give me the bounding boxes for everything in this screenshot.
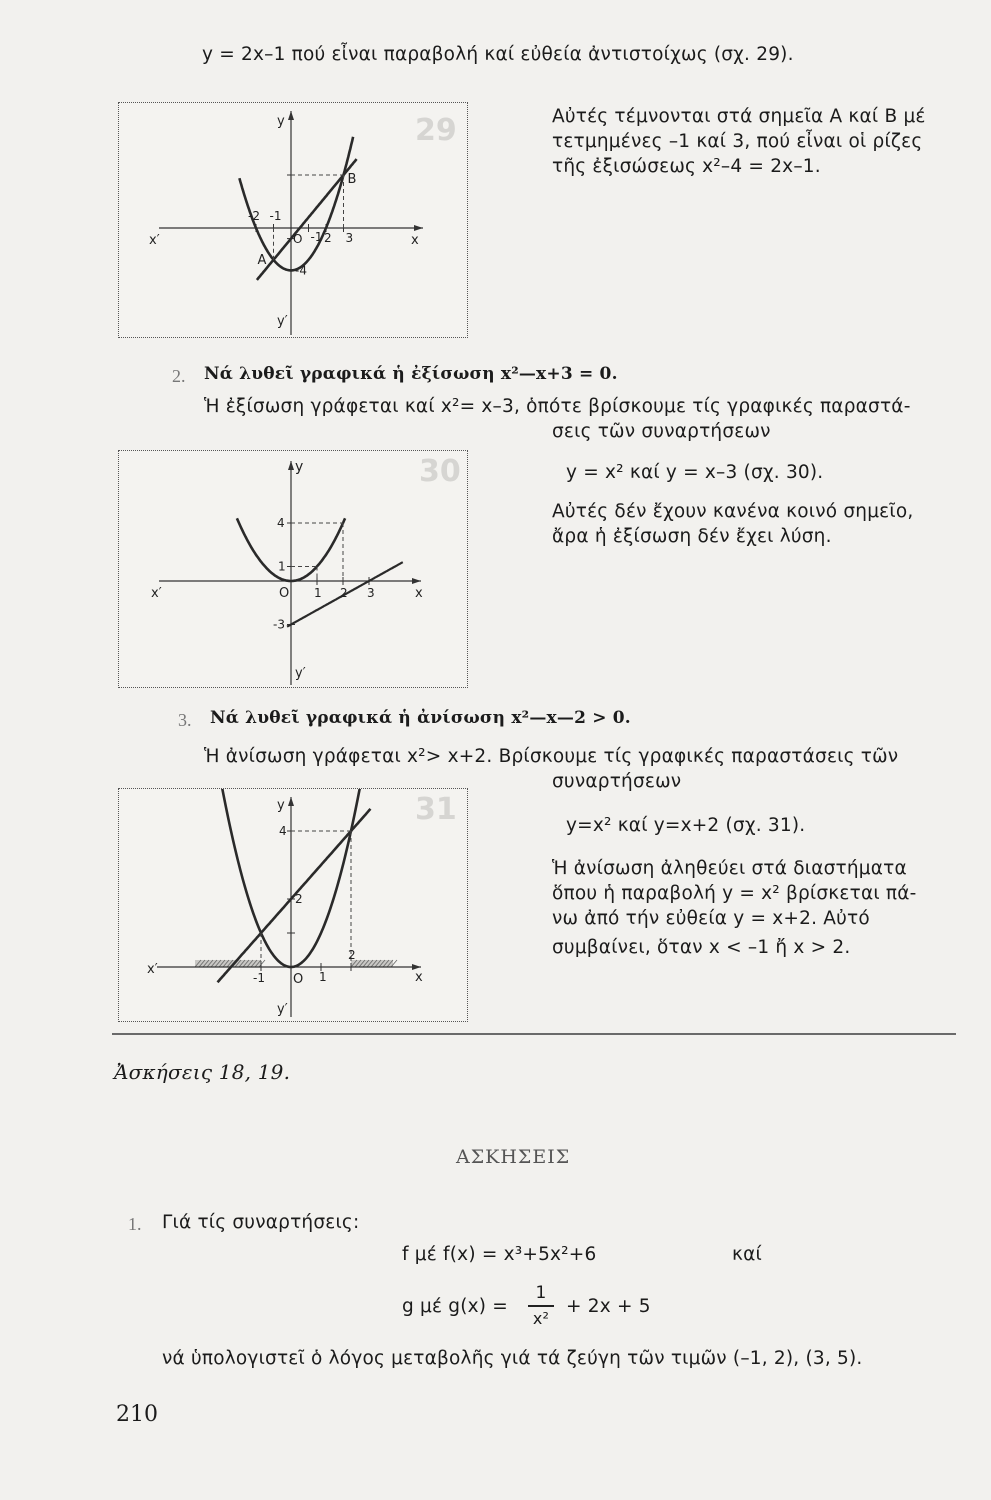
function-g-definition-left: g μέ g(x) = bbox=[402, 1296, 508, 1317]
example-2-line-a: Ἡ ἐξίσωση γράφεται καί x²= x–3, ὁπότε βρίσκουμε τίς γραφικές παραστά- bbox=[204, 396, 911, 417]
example-3-line-e: ὅπου ἡ παραβολή y = x² βρίσκεται πά- bbox=[552, 883, 917, 904]
fig29-text-2: τετμημένες –1 καί 3, πού εἶναι οἱ ρίζες bbox=[552, 131, 923, 152]
label-origin: O bbox=[293, 972, 304, 987]
example-2-number: 2. bbox=[172, 366, 186, 386]
tick-label-minus-3: -3 bbox=[273, 617, 285, 632]
label-y: y bbox=[277, 798, 285, 813]
label-y: y bbox=[295, 459, 304, 475]
conjunction-and: καί bbox=[732, 1244, 762, 1265]
fraction-bar bbox=[528, 1305, 554, 1307]
x-axis-arrow bbox=[414, 225, 423, 231]
y-axis-arrow bbox=[288, 461, 294, 470]
figure-number-31: 31 bbox=[415, 792, 457, 827]
exercises-reference: Ἀσκήσεις 18, 19. bbox=[114, 1060, 291, 1084]
question-1-number: 1. bbox=[128, 1214, 142, 1234]
x-axis-arrow bbox=[412, 578, 421, 584]
fraction-denominator: x² bbox=[532, 1308, 550, 1328]
label-y-prime: y′ bbox=[295, 666, 306, 681]
example-2-title: Νά λυθεῖ γραφικά ἡ ἐξίσωση x²—x+3 = 0. bbox=[204, 364, 618, 384]
tick-label-minus-1: -1 bbox=[269, 209, 282, 223]
page-number: 210 bbox=[116, 1402, 158, 1427]
parabola-y-x2-minus-4 bbox=[239, 137, 353, 271]
example-2-line-e: ἄρα ἡ ἐξίσωση δέν ἔχει λύση. bbox=[552, 526, 832, 547]
example-3-line-f: νω ἀπό τήν εὐθεία y = x+2. Αὐτό bbox=[552, 908, 870, 929]
tick-label-2: 2 bbox=[324, 231, 332, 245]
example-3-line-d: Ἡ ἀνίσωση ἀληθεύει στά διαστήματα bbox=[552, 858, 907, 879]
tick-label-4: 4 bbox=[277, 516, 285, 530]
tick-label-4: 4 bbox=[279, 824, 287, 838]
label-y: y bbox=[277, 114, 285, 129]
section-divider bbox=[112, 1033, 956, 1035]
example-3-title: Νά λυθεῖ γραφικά ἡ ἀνίσωση x²—x—2 > 0. bbox=[210, 708, 631, 728]
parabola-y-x2 bbox=[218, 789, 362, 967]
tick-label-y-1: 1 bbox=[278, 559, 286, 574]
label-y-prime: y′ bbox=[277, 314, 288, 329]
tick-label-y-2: 2 bbox=[295, 892, 303, 906]
label-origin: O bbox=[293, 232, 303, 246]
function-g-definition-right: + 2x + 5 bbox=[566, 1296, 651, 1317]
figure-29 bbox=[118, 102, 468, 338]
fig29-text-1: Αὐτές τέμνονται στά σημεῖα Α καί Β μέ bbox=[552, 106, 926, 127]
label-x-prime: x′ bbox=[151, 586, 162, 601]
example-2-line-b: σεις τῶν συναρτήσεων bbox=[552, 421, 771, 442]
figure-29-graph bbox=[119, 103, 467, 337]
example-3-line-c: y=x² καί y=x+2 (σχ. 31). bbox=[566, 815, 806, 836]
figure-number-30: 30 bbox=[419, 454, 461, 489]
tick-label-1: 1 bbox=[314, 586, 322, 600]
tick-label-minus-1: -1 bbox=[253, 971, 265, 985]
y-axis-arrow bbox=[288, 797, 294, 806]
function-g-fraction bbox=[528, 1283, 554, 1328]
tick-label-1: 1 bbox=[319, 970, 327, 984]
example-3-number: 3. bbox=[178, 710, 192, 730]
question-1-ending: νά ὑπολογιστεῖ ὁ λόγος μεταβολῆς γιά τά ζεύγη τῶν τιμῶν (–1, 2), (3, 5). bbox=[162, 1348, 863, 1369]
label-x-prime: x′ bbox=[149, 233, 160, 248]
label-point-a: A bbox=[257, 252, 267, 268]
example-2-line-c: y = x² καί y = x–3 (σχ. 30). bbox=[566, 462, 824, 483]
label-origin: O bbox=[279, 586, 290, 601]
example-3-line-g: συμβαίνει, ὅταν x < –1 ἤ x > 2. bbox=[552, 937, 851, 958]
figure-30-graph bbox=[119, 451, 467, 687]
figure-number-29: 29 bbox=[415, 113, 457, 148]
figure-31 bbox=[118, 788, 468, 1022]
label-point-b: B bbox=[347, 172, 357, 187]
tick-label-3: 3 bbox=[345, 231, 354, 245]
figure-30 bbox=[118, 450, 468, 688]
label-y-prime: y′ bbox=[277, 1002, 288, 1017]
label-x: x bbox=[415, 970, 423, 985]
fraction-numerator: 1 bbox=[535, 1283, 547, 1303]
tick-label-minus-2: -2 bbox=[248, 209, 260, 223]
tick-label-2: 2 bbox=[340, 586, 348, 600]
tick-label-y-minus-1: -1 bbox=[310, 230, 323, 244]
tick-label-3: 3 bbox=[367, 586, 375, 600]
intro-line: y = 2x–1 πού εἶναι παραβολή καί εὐθεία ἀντιστοίχως (σχ. 29). bbox=[202, 44, 794, 65]
fig29-text-3: τῆς ἐξισώσεως x²–4 = 2x–1. bbox=[552, 156, 821, 177]
question-1-text: Γιά τίς συναρτήσεις: bbox=[162, 1212, 360, 1233]
label-x: x bbox=[411, 233, 419, 248]
example-3-line-b: συναρτήσεων bbox=[552, 771, 682, 792]
label-x: x bbox=[415, 586, 423, 601]
function-f-definition: f μέ f(x) = x³+5x²+6 bbox=[402, 1244, 597, 1265]
example-2-line-d: Αὐτές δέν ἔχουν κανένα κοινό σημεῖο, bbox=[552, 501, 914, 522]
tick-label-minus-4: -4 bbox=[295, 263, 307, 278]
figure-31-graph bbox=[119, 789, 467, 1021]
tick-label-2: 2 bbox=[348, 948, 356, 962]
y-axis-arrow bbox=[288, 111, 294, 120]
section-title: ΑΣΚΗΣΕΙΣ bbox=[456, 1146, 571, 1168]
example-3-line-a: Ἡ ἀνίσωση γράφεται x²> x+2. Βρίσκουμε τίς γραφικές παραστάσεις τῶν bbox=[204, 746, 899, 767]
label-x-prime: x′ bbox=[147, 962, 158, 977]
